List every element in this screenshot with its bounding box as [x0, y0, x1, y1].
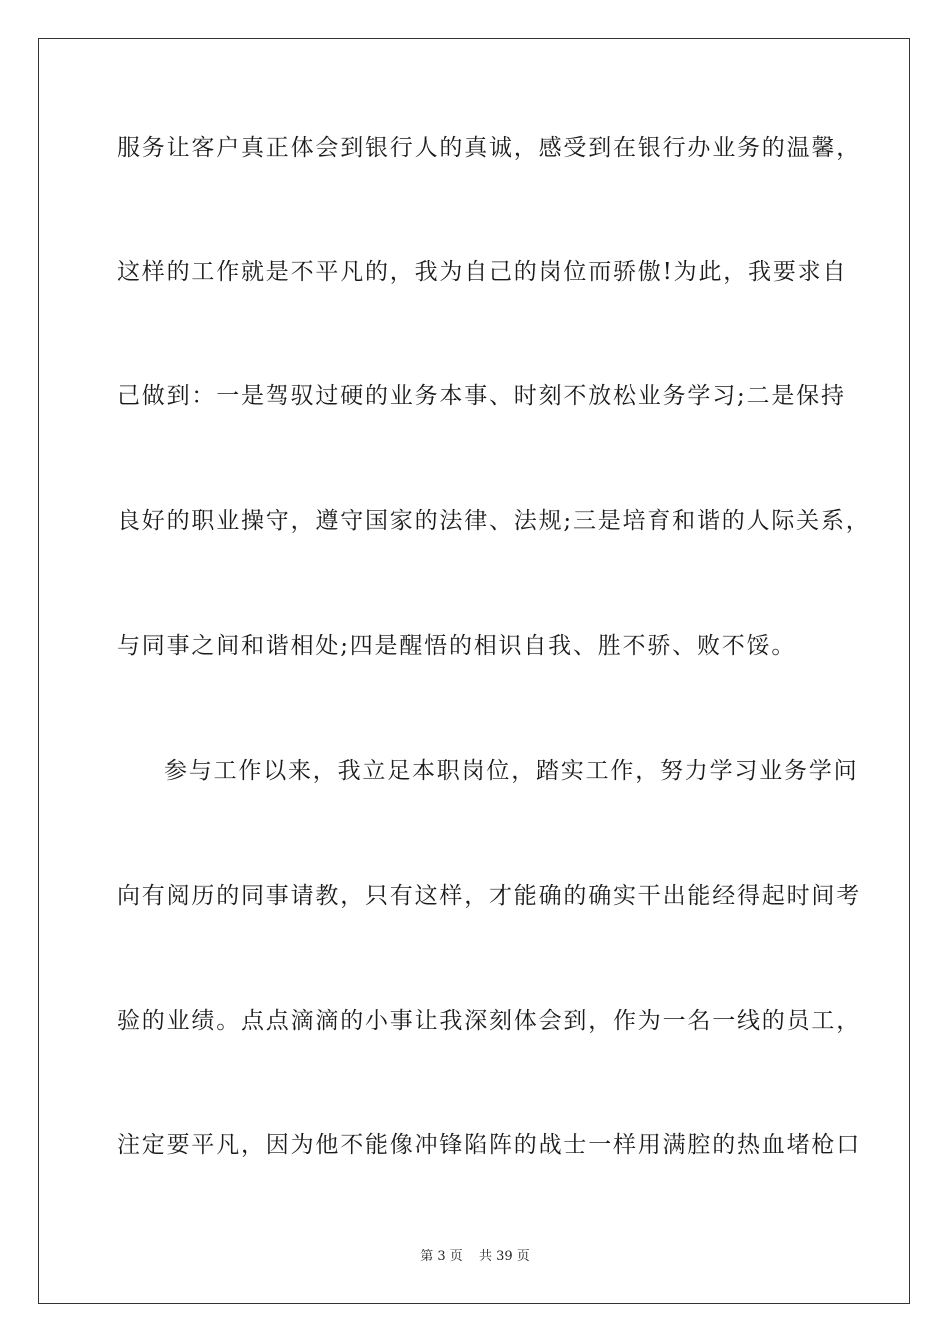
- text-line-5: 与同事之间和谐相处;四是醒悟的相识自我、胜不骄、败不馁。: [117, 633, 797, 659]
- text-line-3: 己做到：一是驾驭过硬的业务本事、时刻不放松业务学习;二是保持: [117, 383, 846, 409]
- text-line-9: 注定要平凡，因为他不能像冲锋陷阵的战士一样用满腔的热血堵枪口: [117, 1132, 861, 1158]
- page-border: [38, 38, 910, 1304]
- text-line-1: 服务让客户真正体会到银行人的真诚，感受到在银行办业务的温馨，: [117, 135, 861, 161]
- page-footer: [0, 1248, 950, 1266]
- paragraph-start-line: 参与工作以来，我立足本职岗位，踏实工作，努力学习业务学问: [164, 758, 859, 784]
- text-line-2: 这样的工作就是不平凡的，我为自己的岗位而骄傲!为此，我要求自: [117, 259, 848, 285]
- text-line-8: 验的业绩。点点滴滴的小事让我深刻体会到，作为一名一线的员工，: [117, 1008, 861, 1034]
- text-line-4: 良好的职业操守，遵守国家的法律、法规;三是培育和谐的人际关系，: [117, 508, 871, 534]
- text-line-7: 向有阅历的同事请教，只有这样，才能确的确实干出能经得起时间考: [117, 883, 861, 909]
- total-pages: 共 39 页: [478, 1249, 530, 1264]
- page-number: 第 3 页: [420, 1249, 463, 1264]
